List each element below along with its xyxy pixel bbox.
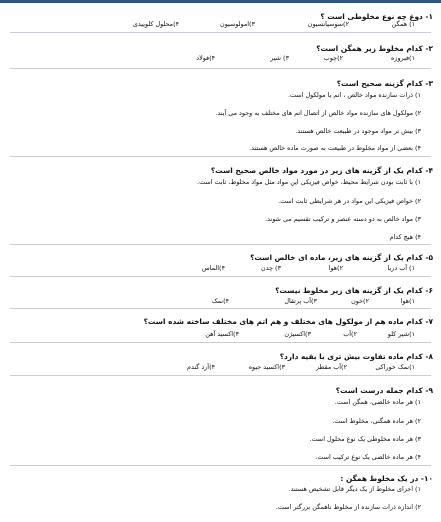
question-2-text: ۲- کدام مخلوط زیر همگن است؟ <box>316 44 433 53</box>
divider <box>10 68 431 69</box>
question-8-option-2: ۲)آب مقطر <box>315 363 347 371</box>
question-5-option-3: ۳) چدن <box>261 264 281 272</box>
question-5-option-1: ۱) آب دریا <box>387 264 415 272</box>
question-10-option-1: ۱) اجزای مخلوط از یک دیگر قابل تشخیص هستند. <box>288 485 421 493</box>
question-7-option-4: ۴)اکسید آهن <box>205 330 239 338</box>
question-10-text: ۱۰- در یک مخلوط همگن : <box>340 474 433 483</box>
question-7-option-3: ۳)اکسیژن <box>284 330 311 338</box>
question-4 <box>6 158 433 175</box>
question-6-option-3: ۳)آب پرتقال <box>284 297 317 305</box>
question-2-option-4: ۴)فولاد <box>196 54 215 62</box>
question-2-option-2: ۲)چوب <box>323 54 343 62</box>
question-5 <box>6 245 433 262</box>
question-5-option-2: ۲)هوا <box>328 264 343 272</box>
question-9 <box>6 378 433 395</box>
question-6-option-1: ۱)هوا <box>400 297 415 305</box>
question-2-option-1: ۱)فیروزه <box>391 54 415 62</box>
question-3-text: ۳- کدام گزینه صحیح است؟ <box>336 79 433 88</box>
question-2 <box>6 36 433 53</box>
divider <box>10 32 431 33</box>
question-7-option-1: ۱)شیر کلو <box>387 330 415 338</box>
question-3-option-4: ۴) بعضی از مواد مخلوط در طبیعت به صورت ماده خالص هستند. <box>249 144 421 152</box>
divider <box>10 156 431 157</box>
question-6-option-4: ۴)نمک <box>211 297 229 305</box>
question-6-option-2: ۲)خون <box>351 297 369 305</box>
question-1 <box>6 4 433 21</box>
question-3 <box>6 71 433 88</box>
question-8-option-4: ۴)آرد گندم <box>187 363 215 371</box>
divider <box>10 375 431 376</box>
question-8-text: ۸- کدام ماده تفاوت بیش تری با بقیه دارد؟ <box>279 352 433 361</box>
question-1-option-2: ۲)سوسپانسیون <box>307 20 349 28</box>
question-1-option-3: ۳)امولوسیون <box>220 20 255 28</box>
question-7 <box>6 309 433 326</box>
question-3-option-2: ۲) مولکول های سازنده مواد خالص از اتصال اتم های مختلف به وجود می آیند. <box>215 109 421 117</box>
question-9-option-1: ۱) هر ماده خالصی، همگن است. <box>334 398 421 406</box>
question-6-text: ۶- کدام یک از گزینه های زیر مخلوط نیست؟ <box>275 286 433 295</box>
question-4-option-2: ۲) خواص فیزیکی این مواد در هر شرایطی ثابت است. <box>278 197 421 205</box>
question-9-option-2: ۲) هر ماده همگنی، مخلوط است. <box>332 417 421 425</box>
question-7-option-2: ۲)آب <box>343 330 357 338</box>
divider <box>10 342 431 343</box>
question-4-option-1: ۱) با ثابت بودن شرایط محیط، خواص فیزیکی این مواد مثل مواد مخلوط، ثابت است. <box>197 178 421 186</box>
question-1-option-1: ۱) همگن <box>391 20 415 28</box>
question-4-option-3: ۳) مواد خالص به دو دسته عنصر و ترکیب تقسیم می شوند. <box>265 215 421 223</box>
question-3-option-3: ۳) بیش تر مواد موجود در طبیعت خالص هستند. <box>295 127 421 135</box>
question-8 <box>6 344 433 361</box>
top-border <box>0 0 441 3</box>
question-6 <box>6 278 433 295</box>
question-4-text: ۴- کدام یک از گزینه های زیر در مورد مواد خالص صحیح است؟ <box>210 166 433 175</box>
question-10-option-2: ۲) اندازه ذرات سازنده از مخلوط ناهمگن بزرگتر است. <box>275 503 421 511</box>
question-1-text: ۱- دوغ چه نوع مخلوطی است ؟ <box>320 12 433 21</box>
question-9-option-4: ۴) هر ماده خالصی یک نوع ترکیب است. <box>315 453 421 461</box>
question-3-option-1: ۱) ذرات سازنده مواد خالص ، اتم یا مولکول است. <box>287 91 421 99</box>
divider <box>10 276 431 277</box>
question-5-option-4: ۴)الماس <box>201 264 225 272</box>
question-10 <box>6 466 433 483</box>
question-8-option-1: ۱)نمک خوراکی <box>375 363 415 371</box>
question-9-text: ۹- کدام جمله درست است؟ <box>335 386 433 395</box>
question-4-option-4: ۴) هیچ کدام <box>389 233 421 241</box>
question-5-text: ۵- کدام یک از گزینه های زیر، ماده ای خالص است؟ <box>250 253 433 262</box>
question-9-option-3: ۳) هر ماده مخلوطی یک نوع محلول است. <box>309 435 421 443</box>
question-2-option-3: ۳) شیر <box>270 54 289 62</box>
question-8-option-3: ۳)اکسید جیوه <box>248 363 285 371</box>
question-1-option-4: ۴)محلول کلوییدی <box>132 20 179 28</box>
question-7-text: ۷- کدام ماده هم از مولکول های مختلف و هم اتم های مختلف ساخته شده است؟ <box>143 317 433 326</box>
